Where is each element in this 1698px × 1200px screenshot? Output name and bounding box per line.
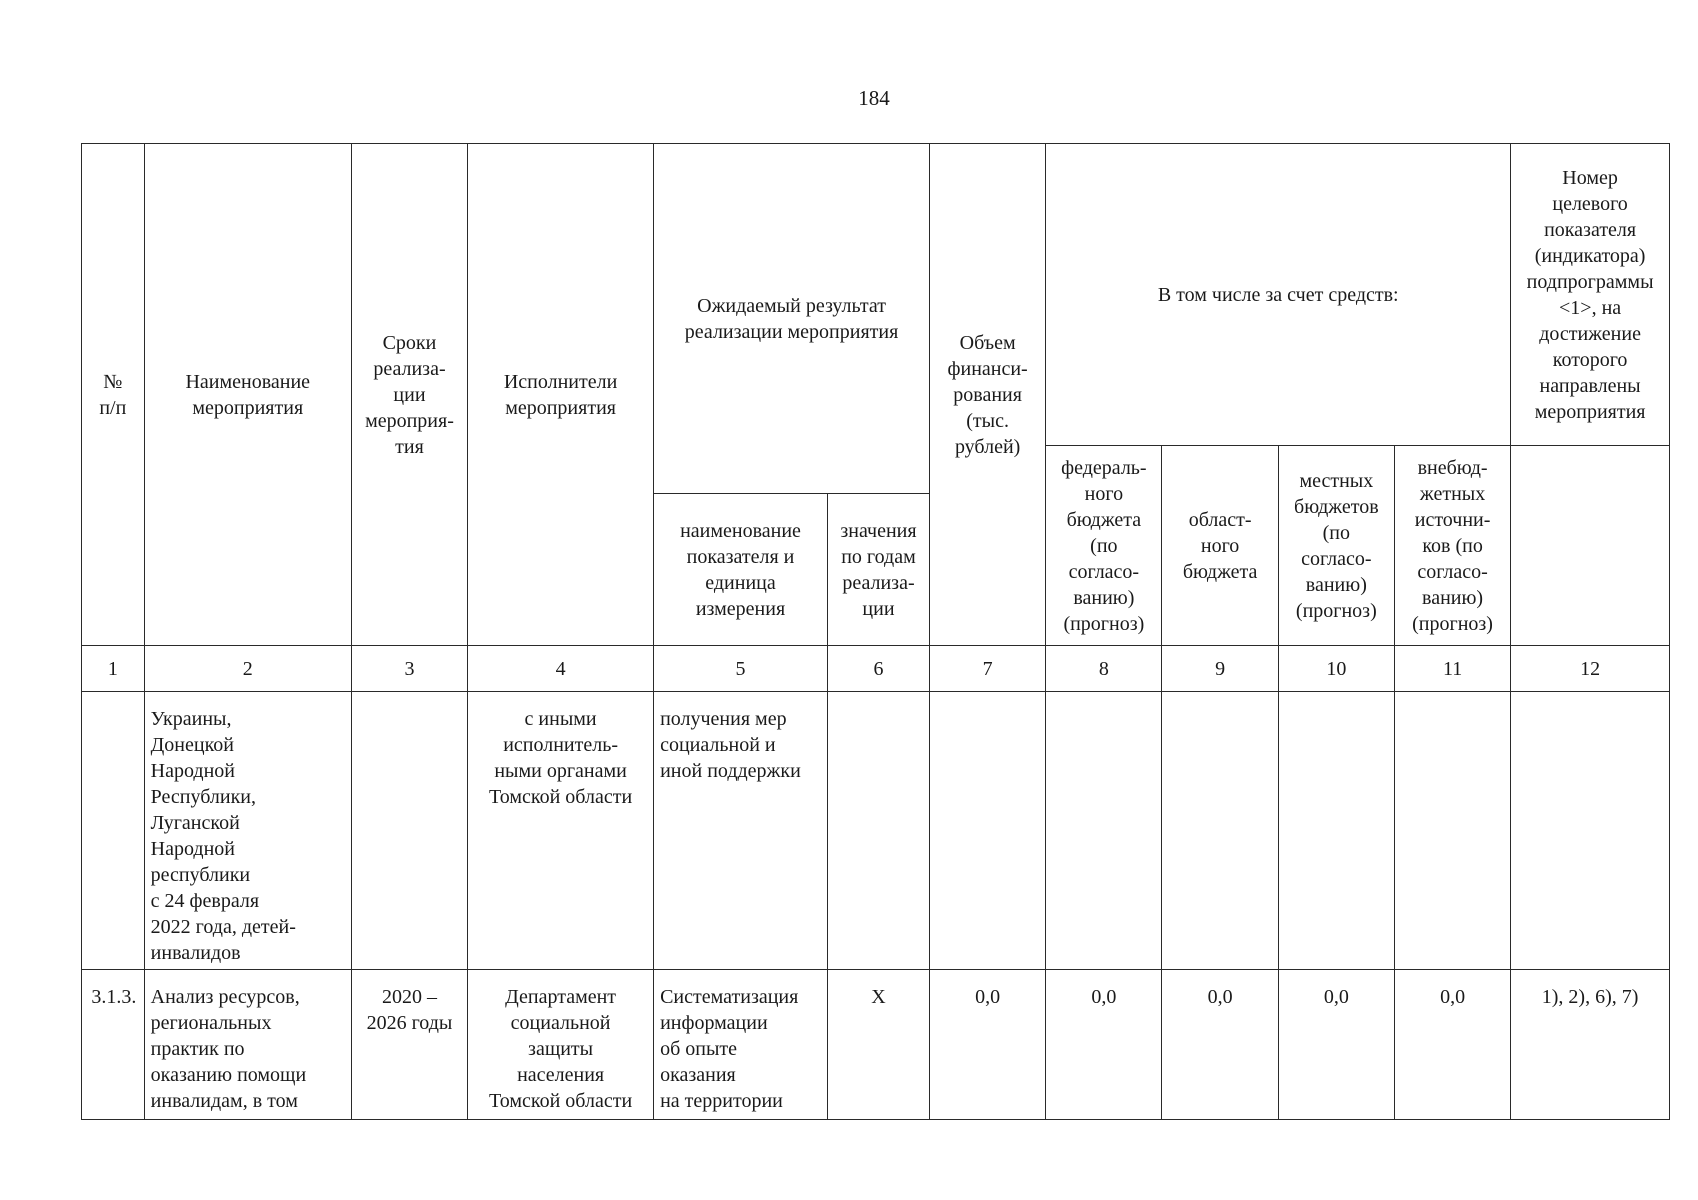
header-funding-sources: В том числе за счет средств:: [1046, 144, 1511, 446]
table-row: [82, 970, 1670, 1120]
header-extrabudgetary: внебюд- жетных источни- ков (по согласо- ванию) (прогноз): [1394, 446, 1510, 646]
cell-local: 0,0: [1278, 970, 1394, 1120]
header-local-budgets: местных бюджетов (по согласо- ванию) (прогноз): [1278, 446, 1394, 646]
header-indicator-name: наименование показателя и единица измерения: [654, 494, 828, 646]
header-row-top: [82, 144, 1670, 446]
header-target-blank: [1511, 446, 1670, 646]
page-number: 184: [858, 86, 890, 110]
cell-federal: [1046, 692, 1162, 970]
cell-federal: 0,0: [1046, 970, 1162, 1120]
column-number: 11: [1394, 646, 1510, 692]
header-activity-name: Наименование мероприятия: [144, 144, 351, 646]
cell-activity-name: Анализ ресурсов, региональных практик по оказанию помощи инвалидам, в том: [144, 970, 351, 1120]
header-funding-volume: Объем финанси- рования (тыс. рублей): [930, 144, 1046, 646]
header-regional-budget: област- ного бюджета: [1162, 446, 1278, 646]
cell-volume: [930, 692, 1046, 970]
cell-regional: 0,0: [1162, 970, 1278, 1120]
cell-executors: Департамент социальной защиты населения Томской области: [468, 970, 654, 1120]
column-number: 2: [144, 646, 351, 692]
header-period: Сроки реализа- ции мероприя- тия: [351, 144, 467, 646]
cell-activity-name: Украины, Донецкой Народной Республики, Луганской Народной республики с 24 февраля 2022 года, детей- инвалидов: [144, 692, 351, 970]
cell-volume: 0,0: [930, 970, 1046, 1120]
cell-local: [1278, 692, 1394, 970]
cell-target: [1511, 692, 1670, 970]
column-number: 6: [827, 646, 929, 692]
column-number: 1: [82, 646, 145, 692]
column-number: 3: [351, 646, 467, 692]
cell-number: [82, 692, 145, 970]
column-number: 5: [654, 646, 828, 692]
header-values-by-year: значения по годам реализа- ции: [827, 494, 929, 646]
header-federal-budget: федераль- ного бюджета (по согласо- ванию) (прогноз): [1046, 446, 1162, 646]
column-number: 10: [1278, 646, 1394, 692]
cell-values-by-year: X: [827, 970, 929, 1120]
cell-period: [351, 692, 467, 970]
cell-values-by-year: [827, 692, 929, 970]
column-numbers-row: [82, 646, 1670, 692]
cell-number: 3.1.3.: [82, 970, 145, 1120]
cell-period: 2020 – 2026 годы: [351, 970, 467, 1120]
column-number: 9: [1162, 646, 1278, 692]
column-number: 8: [1046, 646, 1162, 692]
column-number: 4: [468, 646, 654, 692]
header-executors: Исполнители мероприятия: [468, 144, 654, 646]
column-number: 7: [930, 646, 1046, 692]
cell-extrabudgetary: 0,0: [1394, 970, 1510, 1120]
column-number: 12: [1511, 646, 1670, 692]
cell-indicator: Систематизация информации об опыте оказания на территории: [654, 970, 828, 1120]
header-expected-result: Ожидаемый результат реализации мероприятия: [654, 144, 930, 494]
cell-extrabudgetary: [1394, 692, 1510, 970]
activities-table: [81, 143, 1670, 1120]
cell-executors: с иными исполнитель- ными органами Томской области: [468, 692, 654, 970]
header-number: № п/п: [82, 144, 145, 646]
cell-regional: [1162, 692, 1278, 970]
table-row: [82, 692, 1670, 970]
cell-target: 1), 2), 6), 7): [1511, 970, 1670, 1120]
cell-indicator: получения мер социальной и иной поддержки: [654, 692, 828, 970]
header-target-indicator: Номер целевого показателя (индикатора) подпрограммы <1>, на достижение которого направлены мероприятия: [1511, 144, 1670, 446]
